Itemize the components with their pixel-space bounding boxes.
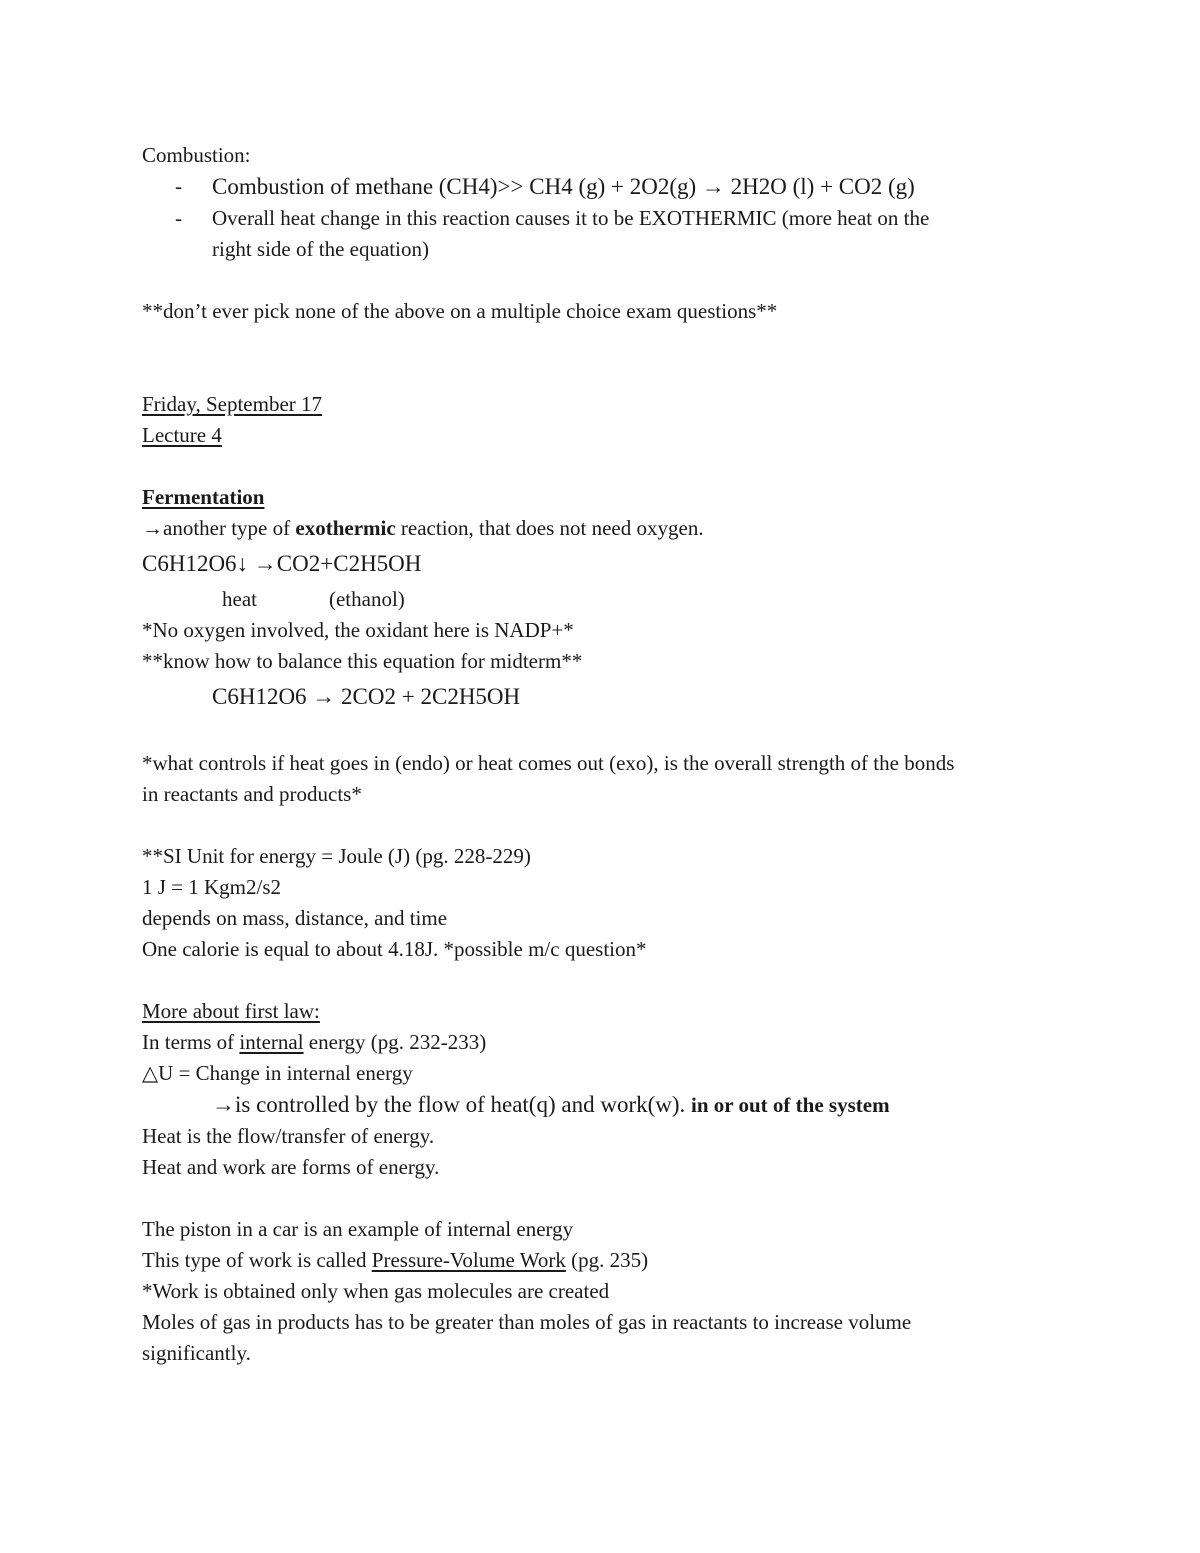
terms-underlined: internal <box>239 1030 304 1054</box>
combustion-heading: Combustion: <box>142 143 251 167</box>
heat-work-line: Heat and work are forms of energy. <box>142 1155 440 1179</box>
fermentation-equation: C6H12O6↓ →CO2+C2H5OH <box>142 551 422 576</box>
controlled-bold: in or out of the system <box>691 1093 890 1117</box>
pv-underlined: Pressure-Volume Work <box>371 1248 566 1272</box>
bond-strength-note: *what controls if heat goes in (endo) or heat comes out (exo), is the overall strength of the bonds <box>142 751 955 775</box>
calorie-note: One calorie is equal to about 4.18J. *possible m/c question* <box>142 937 647 961</box>
notes-page <box>142 140 1072 1369</box>
desc-suffix: reaction, that does not need oxygen. <box>395 516 704 540</box>
delta-u-line: △U = Change in internal energy <box>142 1061 413 1085</box>
terms-prefix: In terms of <box>142 1030 240 1054</box>
combustion-equation: Combustion of methane (CH4)>> CH4 (g) + 2O2(g) → 2H2O (l) + CO2 (g) <box>212 174 915 199</box>
exothermic-note: Overall heat change in this reaction causes it to be EXOTHERMIC (more heat on the <box>212 206 930 230</box>
moles-line-cont: significantly. <box>142 1341 251 1365</box>
desc-prefix: →another type of <box>142 516 296 540</box>
internal-energy-line <box>142 1027 1072 1058</box>
balanced-equation: C6H12O6 → 2CO2 + 2C2H5OH <box>212 684 521 709</box>
joule-definition: 1 J = 1 Kgm2/s2 <box>142 875 282 899</box>
bond-strength-note-cont: in reactants and products* <box>142 782 362 806</box>
heat-flow-line: Heat is the flow/transfer of energy. <box>142 1124 435 1148</box>
exam-tip: **don’t ever pick none of the above on a multiple choice exam questions** <box>142 299 778 323</box>
pv-prefix: This type of work is called <box>142 1248 372 1272</box>
balance-note: **know how to balance this equation for midterm** <box>142 649 583 673</box>
lecture-number: Lecture 4 <box>142 423 222 447</box>
piston-line: The piston in a car is an example of internal energy <box>142 1217 574 1241</box>
fermentation-heading: Fermentation <box>142 485 265 509</box>
exothermic-note-cont: right side of the equation) <box>212 237 429 261</box>
oxidant-note: *No oxygen involved, the oxidant here is NADP+* <box>142 618 574 642</box>
moles-line: Moles of gas in products has to be greater than moles of gas in reactants to increase volume <box>142 1310 912 1334</box>
pv-work-line <box>142 1245 1072 1276</box>
desc-bold: exothermic <box>295 516 396 540</box>
bullet-item <box>142 171 1072 203</box>
bullet-continuation <box>142 234 1072 265</box>
bullet-item <box>142 203 1072 234</box>
controlled-line <box>142 1089 1072 1121</box>
lecture-date: Friday, September 17 <box>142 392 323 416</box>
controlled-text: →is controlled by the flow of heat(q) and work(w). <box>212 1092 686 1117</box>
fermentation-description <box>142 513 1072 544</box>
first-law-heading: More about first law: <box>142 999 320 1023</box>
label-ethanol: (ethanol) <box>328 587 405 611</box>
bullet-dash: - <box>175 174 182 198</box>
si-unit: **SI Unit for energy = Joule (J) (pg. 228-229) <box>142 844 531 868</box>
bullet-dash: - <box>175 206 182 230</box>
depends-note: depends on mass, distance, and time <box>142 906 448 930</box>
terms-suffix: energy (pg. 232-233) <box>303 1030 487 1054</box>
equation-labels <box>142 584 1072 615</box>
label-heat: heat <box>222 587 257 611</box>
pv-suffix: (pg. 235) <box>565 1248 649 1272</box>
work-note: *Work is obtained only when gas molecules are created <box>142 1279 610 1303</box>
